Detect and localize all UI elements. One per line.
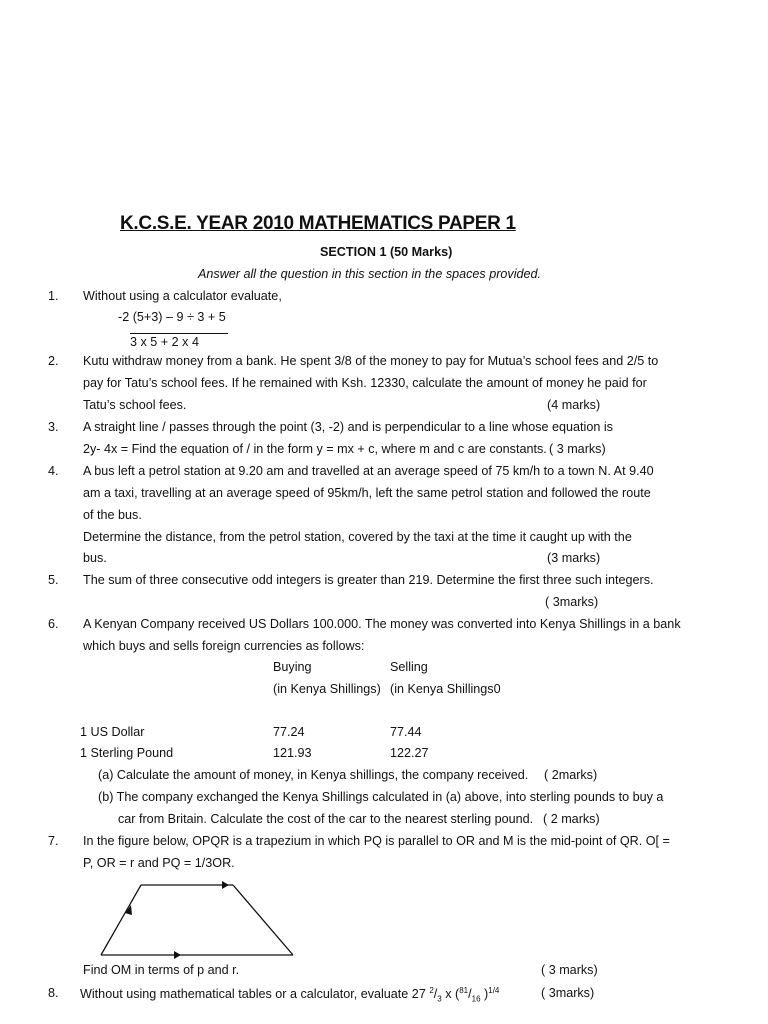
section-heading: SECTION 1 (50 Marks) xyxy=(320,245,453,259)
table-row-label: 1 US Dollar xyxy=(80,725,145,739)
q8-mid: x ( xyxy=(441,987,460,1002)
marks-label: ( 2 marks) xyxy=(543,812,600,826)
question-text: In the figure below, OPQR is a trapezium in which PQ is parallel to OR and M is the mid-point of QR. O[ = xyxy=(83,834,670,848)
question-text: pay for Tatu’s school fees. If he remained with Ksh. 12330, calculate the amount of money he paid for xyxy=(83,376,647,390)
subquestion-b: (b) The company exchanged the Kenya Shillings calculated in (a) above, into sterling pounds to buy a xyxy=(98,790,664,804)
q8-close: ) xyxy=(484,987,489,1002)
exponent-numerator: 2 xyxy=(429,986,434,995)
marks-label: ( 3 marks) xyxy=(549,442,606,456)
table-cell-selling: 77.44 xyxy=(390,725,422,739)
question-text: A Kenyan Company received US Dollars 100.000. The money was converted into Kenya Shillings in a bank xyxy=(83,617,681,631)
question-number: 7. xyxy=(48,834,59,848)
question-number: 1. xyxy=(48,289,59,303)
question-text: Without using a calculator evaluate, xyxy=(83,289,282,303)
q8-text: Without using mathematical tables or a calculator, evaluate 27 xyxy=(80,987,426,1002)
question-text: which buys and sells foreign currencies as follows: xyxy=(83,639,365,653)
question-text: Without using mathematical tables or a calculator, evaluate 27 $^2/_3$ x ($^{81}/_{16}$ )$^{1/4}$ xyxy=(80,986,500,1004)
marks-label: ( 3marks) xyxy=(541,986,595,1000)
question-text: bus. xyxy=(83,551,107,565)
table-cell-selling: 122.27 xyxy=(390,746,429,760)
table-cell-buying: 121.93 xyxy=(273,746,312,760)
trapezium-figure xyxy=(95,875,300,965)
side-op xyxy=(101,885,141,955)
marks-label: (4 marks) xyxy=(547,398,601,412)
instruction-text: Answer all the question in this section in the spaces provided. xyxy=(198,267,542,281)
table-row-label: 1 Sterling Pound xyxy=(80,746,174,760)
table-header-buying: Buying xyxy=(273,660,312,674)
question-text: The sum of three consecutive odd integers is greater than 219. Determine the first three such integers. xyxy=(83,573,654,587)
question-text: A bus left a petrol station at 9.20 am and travelled at an average speed of 75 km/h to a town N. At 9.40 xyxy=(83,464,654,478)
question-number: 5. xyxy=(48,573,59,587)
arrow-or xyxy=(174,951,181,959)
marks-label: ( 3 marks) xyxy=(541,963,598,977)
arrow-pq xyxy=(222,881,229,889)
fraction-denominator: 3 x 5 + 2 x 4 xyxy=(130,333,228,349)
question-text: A straight line / passes through the point (3, -2) and is perpendicular to a line whose equation is xyxy=(83,420,613,434)
question-text: P, OR = r and PQ = 1/3OR. xyxy=(83,856,235,870)
fraction-denominator: 16 xyxy=(471,994,481,1004)
table-subheader-buying: (in Kenya Shillings) xyxy=(273,682,381,696)
side-qr xyxy=(233,885,293,955)
subquestion-b-continued: car from Britain. Calculate the cost of the car to the nearest sterling pound. xyxy=(118,812,534,826)
question-text: of the bus. xyxy=(83,508,142,522)
fraction-numerator: 81 xyxy=(459,986,469,995)
question-text: Find OM in terms of p and r. xyxy=(83,963,240,977)
marks-label: ( 3marks) xyxy=(545,595,599,609)
question-text: Tatu’s school fees. xyxy=(83,398,187,412)
question-number: 2. xyxy=(48,354,59,368)
subquestion-a: (a) Calculate the amount of money, in Kenya shillings, the company received. xyxy=(98,768,529,782)
table-cell-buying: 77.24 xyxy=(273,725,305,739)
question-text: Kutu withdraw money from a bank. He spent 3/8 of the money to pay for Mutua’s school fees and 2/5 to xyxy=(83,354,659,368)
question-text: Determine the distance, from the petrol station, covered by the taxi at the time it caught up with the xyxy=(83,530,632,544)
table-subheader-selling: (in Kenya Shillings0 xyxy=(390,682,501,696)
table-header-selling: Selling xyxy=(390,660,428,674)
marks-label: ( 2marks) xyxy=(544,768,598,782)
fraction-numerator: -2 (5+3) – 9 ÷ 3 + 5 xyxy=(118,310,226,324)
question-number: 6. xyxy=(48,617,59,631)
page-title: K.C.S.E. YEAR 2010 MATHEMATICS PAPER 1 xyxy=(120,213,516,234)
exponent-denominator: 3 xyxy=(437,994,442,1004)
question-number: 8. xyxy=(48,986,59,1000)
question-number: 4. xyxy=(48,464,59,478)
question-text: am a taxi, travelling at an average speed of 95km/h, left the same petrol station and followed the route xyxy=(83,486,651,500)
question-text: 2y- 4x = Find the equation of / in the form y = mx + c, where m and c are constants. xyxy=(83,442,547,456)
outer-exponent: 1/4 xyxy=(488,986,500,995)
question-number: 3. xyxy=(48,420,59,434)
marks-label: (3 marks) xyxy=(547,551,601,565)
